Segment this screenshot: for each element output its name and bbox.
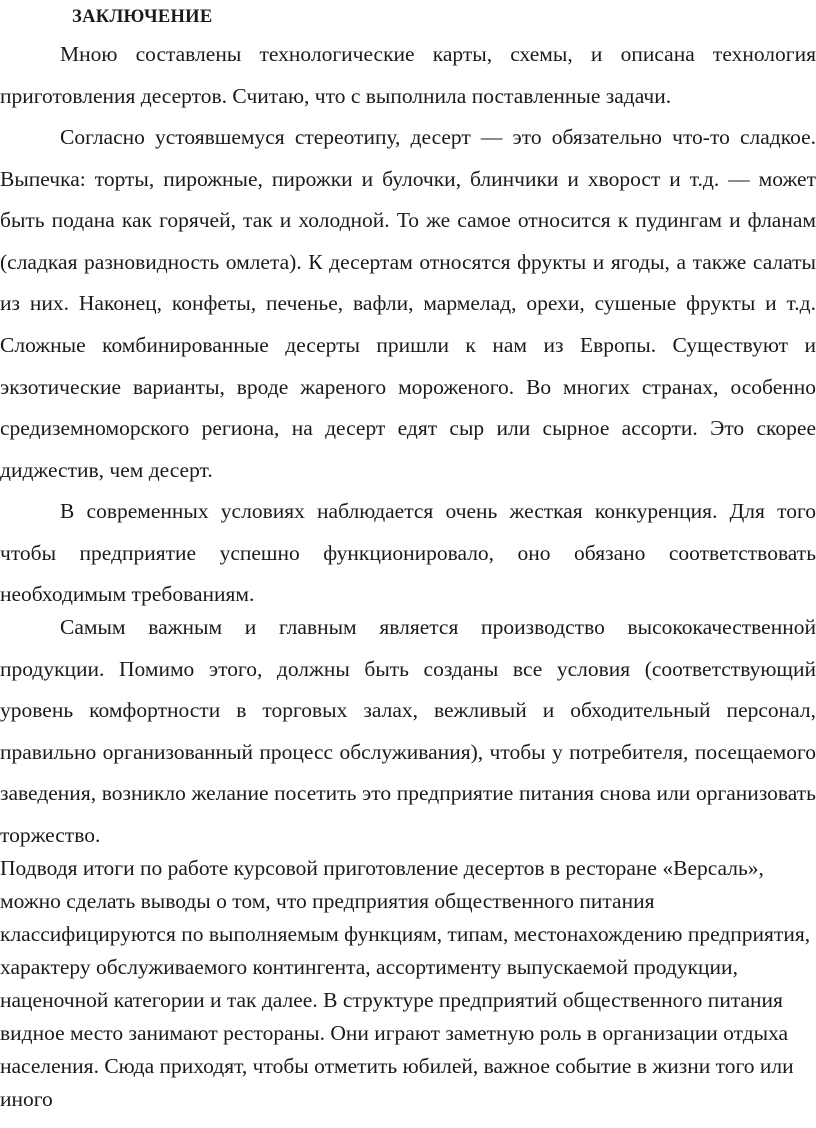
paragraph-summary: Подводя итоги по работе курсовой приготовление десертов в ресторане «Версаль», можно сделать выводы о том, что предприятия общественного питания классифицируются по выполняемым функциям, типам, местонахождению предприятия, характеру обслуживаемого контингента, ассортименту выпускаемой продукции, наценочной категории и так далее. В структуре предприятий общественного питания видное место занимают рестораны. Они играют заметную роль в организации отдыха населения. Сюда приходят, чтобы отметить юбилей, важное событие в жизни того или иного — [0, 856, 811, 1111]
paragraph-dessert-definition: Согласно устоявшемуся стереотипу, десерт — это обязательно что-то сладкое. Выпечка: торты, пирожные, пирожки и булочки, блинчики и хворост и т.д. — может быть подана как горячей, так и холодной. То же самое относится к пудингам и фланам (сладкая разновидность омлета). К десертам относятся фрукты и ягоды, а также салаты из них. Наконец, конфеты, печенье, вафли, мармелад, орехи, сушеные фрукты и т.д. Сложные комбинированные десерты пришли к нам из Европы. Существуют и экзотические варианты, вроде жареного мороженого. Во многих странах, особенно средиземноморского региона, на десерт едят сыр или сырное ассорти. Это скорее диджестив, чем десерт. — [0, 125, 816, 482]
paragraph-conclusion-intro: Мною составлены технологические карты, схемы, и описана технология приготовления десертов. Считаю, что с выполнила поставленные задачи. — [0, 42, 816, 108]
paragraph-quality-production: Самым важным и главным является производство высококачественной продукции. Помимо этого, должны быть созданы все условия (соответствующий уровень комфортности в торговых залах, вежливый и обходительный персонал, правильно организованный процесс обслуживания), чтобы у потребителя, посещаемого заведения, возникло желание посетить это предприятие питания снова или организовать торжество. — [0, 615, 816, 847]
section-heading: ЗАКЛЮЧЕНИЕ — [72, 7, 213, 27]
paragraph-competition: В современных условиях наблюдается очень жесткая конкуренция. Для того чтобы предприятие успешно функционировало, оно обязано соответствовать необходимым требованиям. — [0, 499, 816, 607]
